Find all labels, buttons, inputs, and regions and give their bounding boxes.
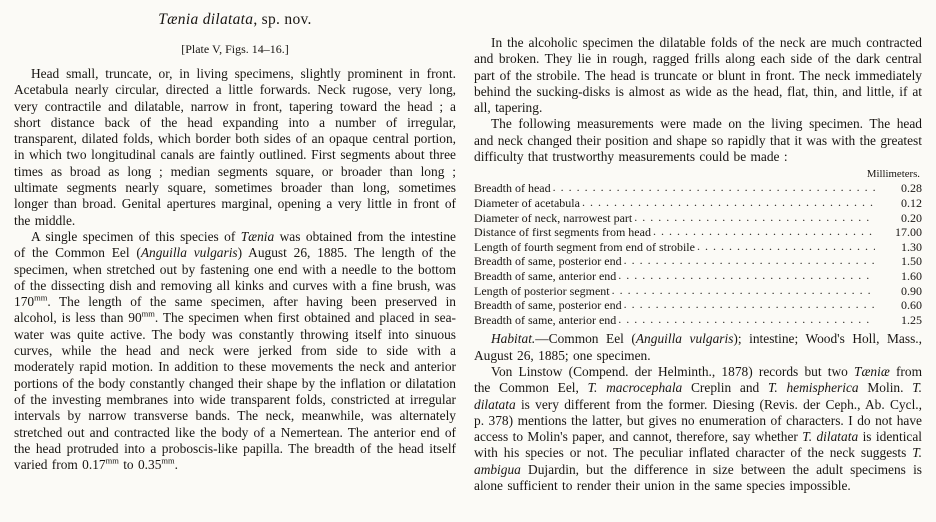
right-column [474,8,922,522]
dot-leader [618,312,875,327]
measurement-value: 17.00 [895,225,922,240]
paragraph-measurements-intro: The following measurements were made on the living specimen. The head and neck changed their position and shape so rapidly that it was with the greatest difficulty that trustworthy measurements could be made : [474,116,922,165]
dot-leader [634,210,875,225]
measurement-value: 1.60 [901,268,922,283]
measurement-row [474,269,922,284]
measurement-value: 0.12 [901,195,922,210]
dot-leader [697,239,875,254]
measurement-row [474,254,922,269]
measurement-label: Diameter of acetabula [474,195,580,210]
measurement-row [474,211,922,226]
left-column [14,8,456,522]
measurement-value: 1.30 [901,239,922,254]
measurement-row [474,298,922,313]
measurement-label: Distance of first segments from head [474,225,651,240]
paragraph-specimen-account: A single specimen of this species of Tænia was obtained from the intestine of the Common Eel (Anguilla vulgaris) August 26, 1885. The length of the specimen, when stretched out by fastening one end with a needle to the bottom of the dissecting dish and removing all kinks and curves with a fine brush, was $170^{mm}$. The length of the same specimen, after having been preserved in alcohol, is less than $90^{mm}$. The specimen when first obtained and placed in sea-water was quite active. The body was constantly throwing itself into sinuous curves, while the head and neck were jerked from side to side with a moderately rapid motion. In addition to these movements the neck and anterior portions of the body constantly changed their shape by the inflation or dilatation of the investing membranes into wide transparent folds, constricted at irregular intervals by narrow transverse bands. The neck, meanwhile, was alternately stretched out and contracted like the body of a Nemertean. The anterior end of the head protruded into a proboscis-like papilla. The breadth of the head itself varied from $0.17^{mm}$ to $0.35^{mm}$. [14,228,456,473]
paragraph-discussion: Von Linstow (Compend. der Helminth., 1878) records but two Tæniæ from the Common Eel, T. macrocephala Creplin and T. hemispherica Molin. T. dilatata is very different from the former. Diesing (Revis. der Ceph., Ab. Cycl., p. 378) mentions the latter, but gives no enumeration of characters. I do not have access to Molin's paper, and cannot, therefore, say whether T. dilatata is identical with his species or not. The peculiar inflated character of the neck suggests T. ambigua Dujardin, but the difference in size between the adult specimens is alone sufficient to render their union in the same species impossible. [474,363,923,493]
measurement-label: Breadth of same, posterior end [474,254,622,269]
measurement-row [474,225,922,240]
measurement-value: 1.50 [901,254,922,269]
dot-leader [553,180,875,195]
paragraph-description: Head small, truncate, or, in living specimens, slightly prominent in front. Acetabula nearly circular, directed a little forwards. Neck rugose, very long, very contractile and dilatable, narrow in front, tapering toward the head ; a short distance back of the head expanding into a number of irregular, transparent, dilated folds, which border both sides of an opaque central portion, in which two longitudinal canals are faintly outlined. First segments about three times as broad as long ; median segments square, or broader than long ; ultimate segments nearly square, sometimes broader than long, sometimes longer than broad. Genital apertures marginal, opening a very little in front of the middle. [14,66,456,228]
measurement-value: 0.90 [901,283,922,298]
measurement-value: 0.20 [901,210,922,225]
species-title: Tænia dilatata, sp. nov. [158,11,312,28]
dot-leader [612,283,875,298]
dot-leader [653,224,875,239]
unit-header: Millimeters. [866,168,920,181]
measurement-row [474,240,922,255]
measurement-label: Length of posterior segment [474,283,610,298]
measurement-label: Breadth of same, posterior end [474,298,622,313]
dot-leader [624,297,875,312]
measurement-rows [474,181,922,327]
plate-reference: [Plate V, Figs. 14–16.] [181,42,289,56]
measurement-label: Breadth of same, anterior end [474,312,617,327]
measurement-value: 0.28 [901,181,922,196]
paragraph-alcoholic-specimen: In the alcoholic specimen the dilatable folds of the neck are much contracted and broken. They lie in rough, ragged frills along each side of the dark central part of the strobile. The head is truncate or blunt in front. The neck immediately behind the sucking-disks is almost as wide as the head, flat, thin, and little, if at all, tapering. [474,35,922,116]
measurement-label: Diameter of neck, narrowest part [474,210,633,225]
measurements-table [474,168,922,327]
dot-leader [618,268,875,283]
measurement-row [474,196,922,211]
dot-leader [624,253,875,268]
dot-leader [582,195,875,210]
measurement-value: 1.25 [901,312,922,327]
measurement-label: Length of fourth segment from end of strobile [474,239,695,254]
measurement-row [474,181,922,196]
measurement-row [474,313,922,328]
measurement-label: Breadth of same, anterior end [474,268,617,283]
measurement-row [474,284,922,299]
measurement-value: 0.60 [901,298,922,313]
paragraph-habitat: Habitat.—Common Eel (Anguilla vulgaris); intestine; Wood's Holl, Mass., August 26, 1885; one specimen. [474,331,922,363]
measurement-label: Breadth of head [474,181,551,196]
